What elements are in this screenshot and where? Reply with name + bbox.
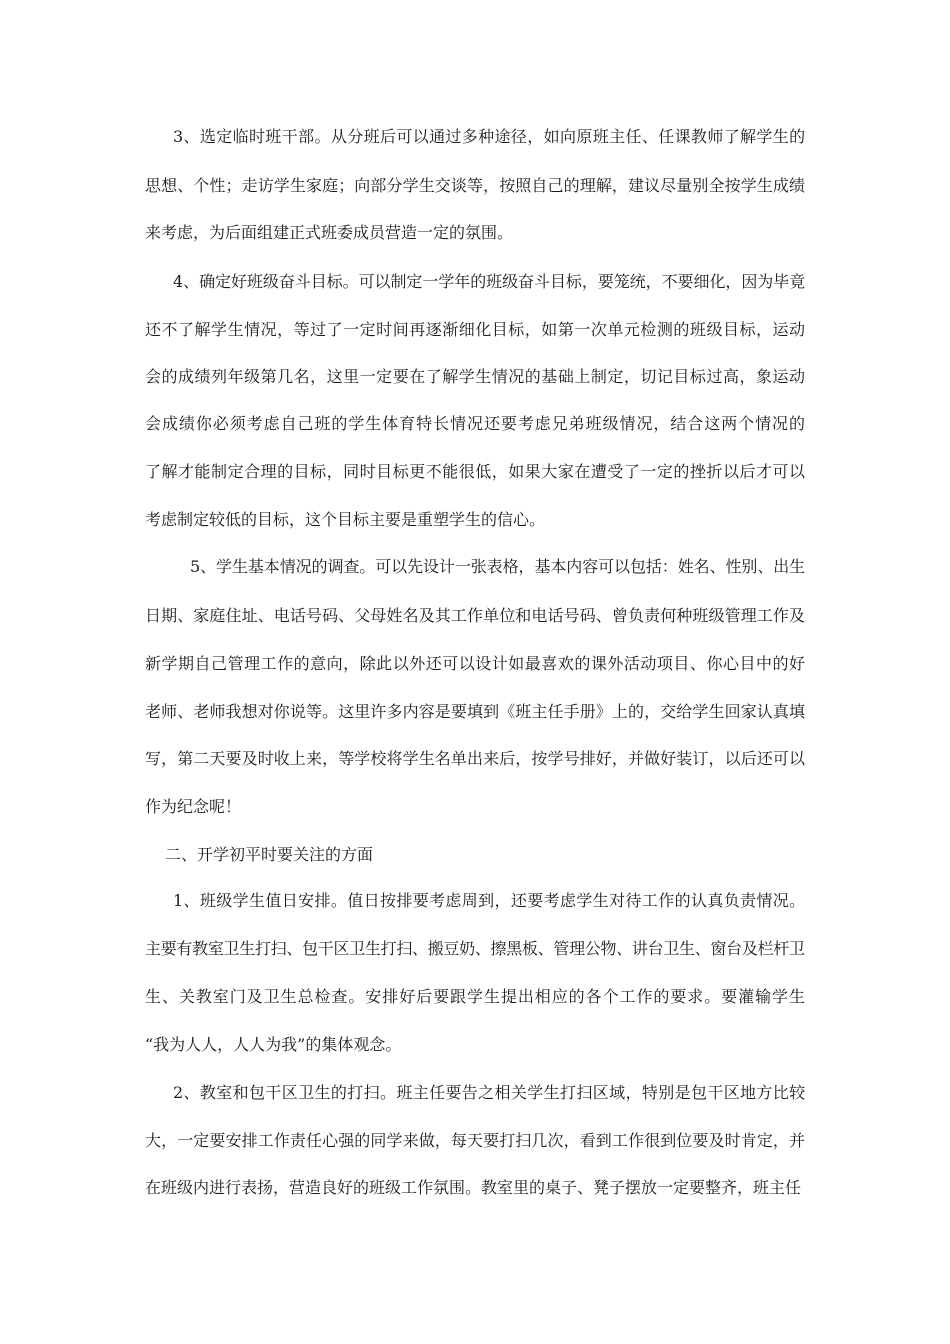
text-line: 考虑制定较低的目标，这个目标主要是重塑学生的信心。 xyxy=(145,510,546,529)
text-line: 3、选定临时班干部。从分班后可以通过多种途径，如向原班主任、任课教师了解学生的 xyxy=(173,127,806,146)
text-line: 2、教室和包干区卫生的打扫。班主任要告之相关学生打扫区域，特别是包干区地方比较 xyxy=(173,1083,806,1102)
text-line: 新学期自己管理工作的意向，除此以外还可以设计如最喜欢的课外活动项目、你心目中的好 xyxy=(145,654,806,673)
text-line: 了解才能制定合理的目标，同时目标更不能很低，如果大家在遭受了一定的挫折以后才可以 xyxy=(145,462,806,481)
text-line: 5、学生基本情况的调查。可以先设计一张表格，基本内容可以包括：姓名、性别、出生 xyxy=(190,557,806,576)
text-line: 4、确定好班级奋斗目标。可以制定一学年的班级奋斗目标，要笼统，不要细化，因为毕竟 xyxy=(173,272,806,291)
text-line: 大，一定要安排工作责任心强的同学来做，每天要打扫几次，看到工作很到位要及时肯定，并 xyxy=(145,1131,806,1150)
text-line: 在班级内进行表扬，营造良好的班级工作氛围。教室里的桌子、凳子摆放一定要整齐，班主任 xyxy=(145,1178,802,1197)
text-line: 会的成绩列年级第几名，这里一定要在了解学生情况的基础上制定，切记目标过高，象运动 xyxy=(145,367,806,386)
text-line: 生、关教室门及卫生总检查。安排好后要跟学生提出相应的各个工作的要求。要灌输学生 xyxy=(145,987,806,1006)
text-line: 来考虑，为后面组建正式班委成员营造一定的氛围。 xyxy=(145,223,514,242)
text-line: 思想、个性；走访学生家庭；向部分学生交谈等，按照自己的理解，建议尽量别全按学生成绩 xyxy=(145,176,806,195)
text-line: 写，第二天要及时收上来，等学校将学生名单出来后，按学号排好，并做好装订，以后还可以 xyxy=(145,749,806,768)
text-line: 老师、老师我想对你说等。这里许多内容是要填到《班主任手册》上的，交给学生回家认真填 xyxy=(145,702,806,721)
text-line: 日期、家庭住址、电话号码、父母姓名及其工作单位和电话号码、曾负责何种班级管理工作及 xyxy=(145,606,806,625)
text-line: 作为纪念呢！ xyxy=(145,797,242,816)
section-heading: 二、开学初平时要关注的方面 xyxy=(165,845,374,864)
text-line: 1、班级学生值日安排。值日按排要考虑周到，还要考虑学生对待工作的认真负责情况。 xyxy=(173,891,806,910)
text-line: “我为人人，人人为我”的集体观念。 xyxy=(145,1035,402,1054)
text-line: 还不了解学生情况，等过了一定时间再逐渐细化目标，如第一次单元检测的班级目标，运动 xyxy=(145,320,806,339)
text-line: 主要有教室卫生打扫、包干区卫生打扫、搬豆奶、擦黑板、管理公物、讲台卫生、窗台及栏杆卫 xyxy=(145,939,805,958)
text-line: 会成绩你必须考虑自己班的学生体育特长情况还要考虑兄弟班级情况，结合这两个情况的 xyxy=(145,414,806,433)
